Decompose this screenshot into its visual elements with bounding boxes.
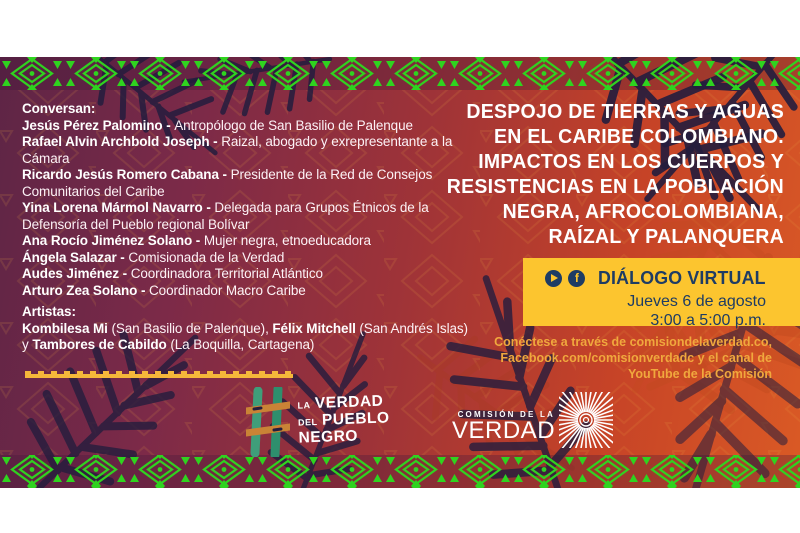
event-time: 3:00 a 5:00 p.m. [650, 312, 766, 329]
speaker-entry: Jesús Pérez Palomino - Antropólogo de San Basilio de Palenque [22, 117, 413, 133]
event-date: Jueves 6 de agosto [627, 293, 766, 310]
event-title-line: RAÍZAL Y PALANQUERA [548, 225, 784, 248]
event-title-line: DESPOJO DE TIERRAS Y AGUAS [466, 100, 784, 123]
speaker-entry: Rafael Alvin Archbold Joseph - Raizal, abogado y exrepresentante a la Cámara [22, 134, 453, 166]
hashtag-icon [246, 387, 290, 457]
speaker-entry: Ángela Salazar - Comisionada de la Verdad [22, 249, 285, 265]
speaker-entry: Arturo Zea Solano - Coordinador Macro Caribe [22, 282, 306, 298]
youtube-icon [545, 270, 562, 287]
conversan-label: Conversan: [22, 101, 96, 116]
speakers-panel [22, 101, 468, 354]
event-title-line: IMPACTOS EN LOS CUERPOS Y [478, 150, 784, 173]
sunburst-icon [559, 392, 613, 448]
speaker-entry: Audes Jiménez - Coordinadora Territorial Atlántico [22, 266, 323, 281]
speaker-entry: Ricardo Jesús Romero Cabana - Presidente de la Red de Consejos Comunitarios del Caribe [22, 167, 433, 199]
artists-list: Kombilesa Mi (San Basilio de Palenque), Félix Mitchell (San Andrés Islas) y Tambores de Cabildo (La Boquilla, Cartagena) [22, 320, 468, 352]
pueblo-negro-logo [246, 387, 390, 457]
speaker-entry: Ana Rocío Jiménez Solano - Mujer negra, etnoeducadora [22, 233, 371, 248]
event-title [414, 99, 785, 249]
facebook-icon: f [568, 270, 585, 287]
dialogo-virtual-label: DIÁLOGO VIRTUAL [598, 267, 766, 288]
event-title-line: NEGRA, AFROCOLOMBIANA, [502, 200, 784, 223]
artistas-label: Artistas: [22, 304, 76, 319]
comision-verdad-wordmark: COMISIÓN DE LA VERDAD [452, 410, 556, 444]
speaker-entry: Yina Lorena Mármol Navarro - Delegada para Grupos Étnicos de la Defensoría del Pueblo regional Bolívar [22, 200, 429, 232]
comision-verdad-logo [452, 392, 613, 448]
event-title-line: EN EL CARIBE COLOMBIANO. [494, 125, 784, 148]
event-info-box [523, 258, 800, 329]
event-title-line: RESISTENCIAS EN LA POBLACIÓN [446, 175, 784, 198]
yellow-divider-line [25, 371, 293, 378]
speakers-list [22, 118, 468, 300]
event-poster [0, 57, 800, 488]
connect-instructions: Conéctese a través de comisiondelaverdad.co, Facebook.com/comisionverdadc y el canal de YouTube de la Comisión [494, 335, 772, 381]
pueblo-negro-wordmark: LA VERDAD DEL PUEBLO NEGRO [297, 392, 390, 447]
